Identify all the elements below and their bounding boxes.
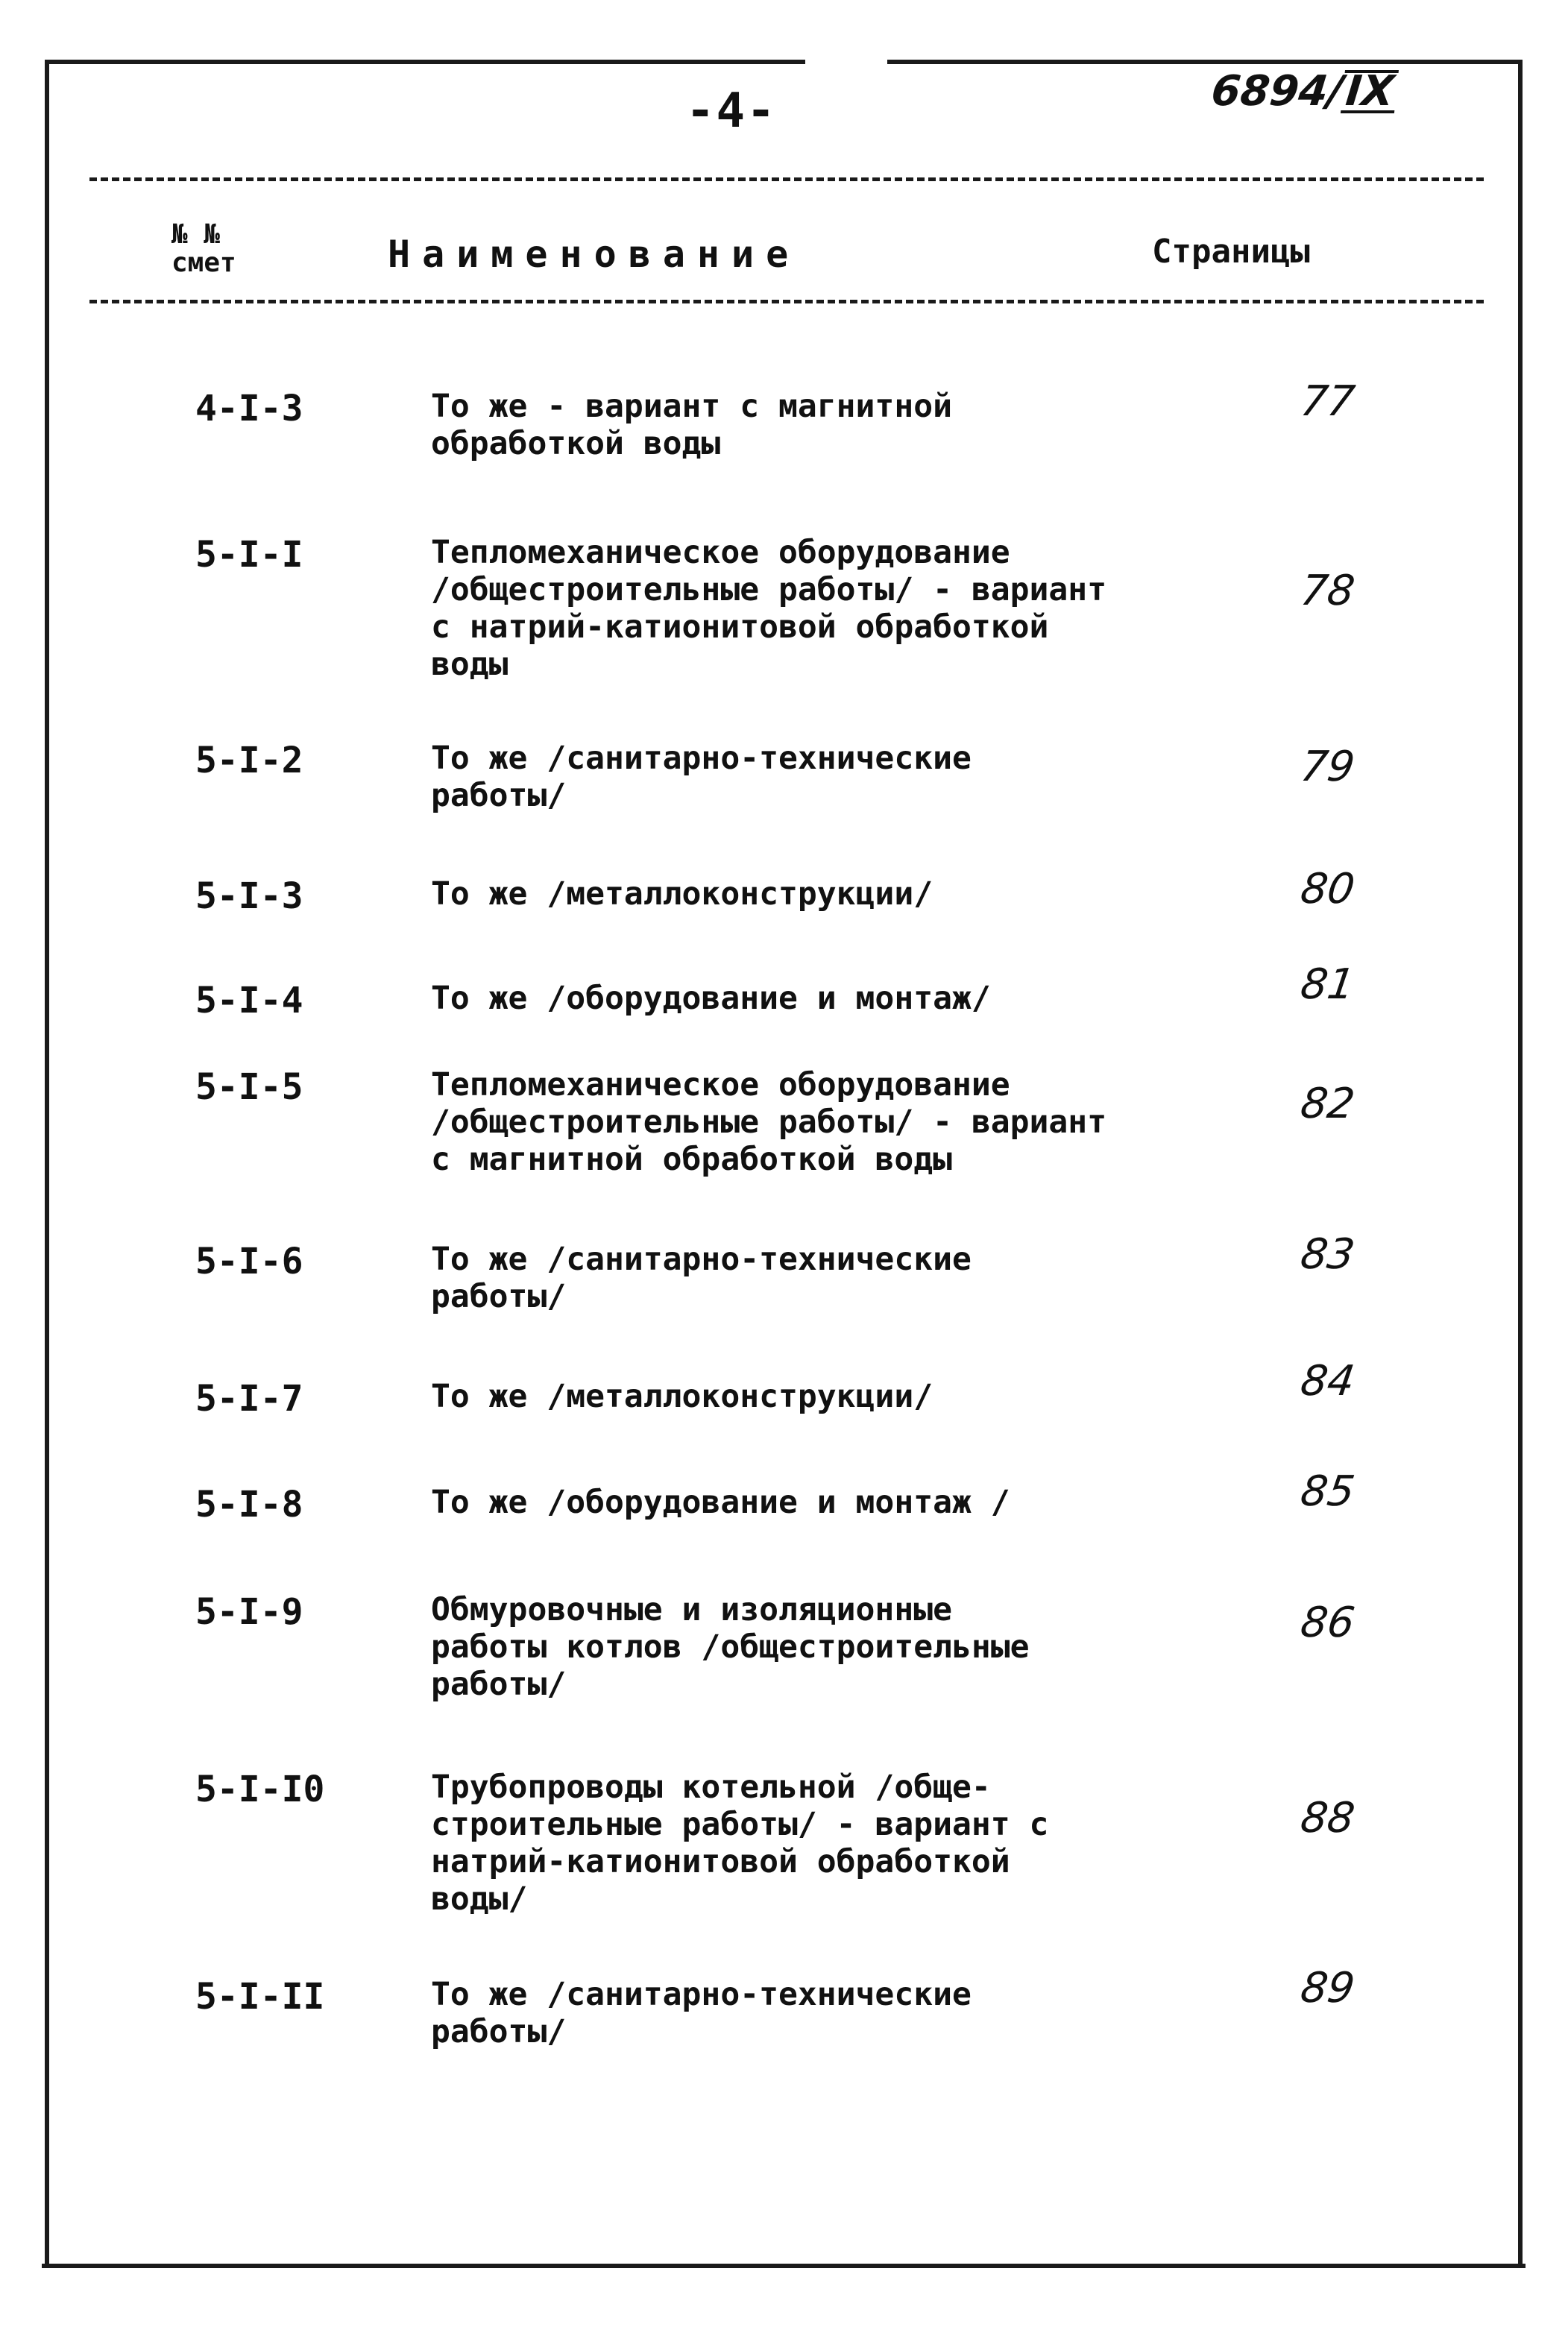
- estimate-title: Трубопроводы котельной /обще- строительные работы/ - вариант с натрий-катионитовой обработкой воды/: [431, 1769, 1049, 1918]
- page-ref: 88: [1297, 1794, 1358, 1842]
- estimate-code: 5-I-7: [195, 1378, 303, 1420]
- estimate-code: 5-I-9: [195, 1591, 303, 1633]
- header-divider-bottom: [89, 300, 1484, 303]
- frame-right-border: [1518, 60, 1523, 2267]
- estimate-title: То же /санитарно-технические работы/: [431, 1976, 972, 2050]
- page-ref: 84: [1297, 1357, 1358, 1405]
- estimate-title: То же /санитарно-технические работы/: [431, 1241, 972, 1315]
- estimate-code: 4-I-3: [195, 388, 303, 429]
- estimate-code: 5-I-8: [195, 1484, 303, 1526]
- estimate-code: 5-I-2: [195, 740, 303, 781]
- page-ref: 86: [1297, 1599, 1358, 1647]
- estimate-title: То же /санитарно-технические работы/: [431, 740, 972, 814]
- page-ref: 78: [1297, 567, 1358, 615]
- archive-code: [1209, 67, 1399, 116]
- page-ref: 82: [1297, 1080, 1358, 1128]
- page-ref: 89: [1297, 1964, 1358, 2012]
- page-ref: 83: [1297, 1230, 1358, 1279]
- estimate-title: То же /оборудование и монтаж/: [431, 980, 991, 1017]
- page-number: -4-: [686, 84, 777, 139]
- estimate-title: Обмуровочные и изоляционные работы котлов /общестроительные работы/: [431, 1591, 1030, 1703]
- frame-bottom-border: [42, 2264, 1526, 2268]
- estimate-title: То же /металлоконструкции/: [431, 875, 933, 913]
- estimate-title: То же /металлоконструкции/: [431, 1378, 933, 1415]
- page-ref: 85: [1297, 1467, 1358, 1516]
- header-divider-top: [89, 177, 1484, 181]
- page-ref: 81: [1297, 960, 1358, 1009]
- estimate-code: 5-I-4: [195, 980, 303, 1021]
- column-header-pages: Страницы: [1152, 233, 1310, 271]
- estimate-code: 5-I-II: [195, 1976, 325, 2018]
- frame-left-border: [45, 60, 49, 2267]
- archive-code-volume: IX: [1341, 70, 1399, 113]
- estimate-code: 5-I-3: [195, 875, 303, 917]
- estimate-code: 5-I-5: [195, 1066, 303, 1108]
- page-ref: 79: [1297, 743, 1358, 791]
- archive-code-number: 6894/: [1209, 67, 1346, 116]
- column-header-number: № № смет: [171, 219, 236, 278]
- estimate-title: Тепломеханическое оборудование /общестроительные работы/ - вариант с магнитной обработкой воды: [431, 1066, 1107, 1178]
- estimate-code: 5-I-I0: [195, 1769, 325, 1810]
- page-ref: 80: [1297, 865, 1358, 913]
- column-header-name: Наименование: [388, 233, 801, 276]
- frame-top-border: [46, 60, 1523, 64]
- estimate-code: 5-I-6: [195, 1241, 303, 1282]
- estimate-title: То же - вариант с магнитной обработкой воды: [431, 388, 952, 462]
- estimate-title: То же /оборудование и монтаж /: [431, 1484, 1010, 1521]
- estimate-title: Тепломеханическое оборудование /общестроительные работы/ - вариант с натрий-катионитовой обработкой воды: [431, 534, 1107, 683]
- page-ref: 77: [1297, 377, 1358, 426]
- estimate-code: 5-I-I: [195, 534, 303, 576]
